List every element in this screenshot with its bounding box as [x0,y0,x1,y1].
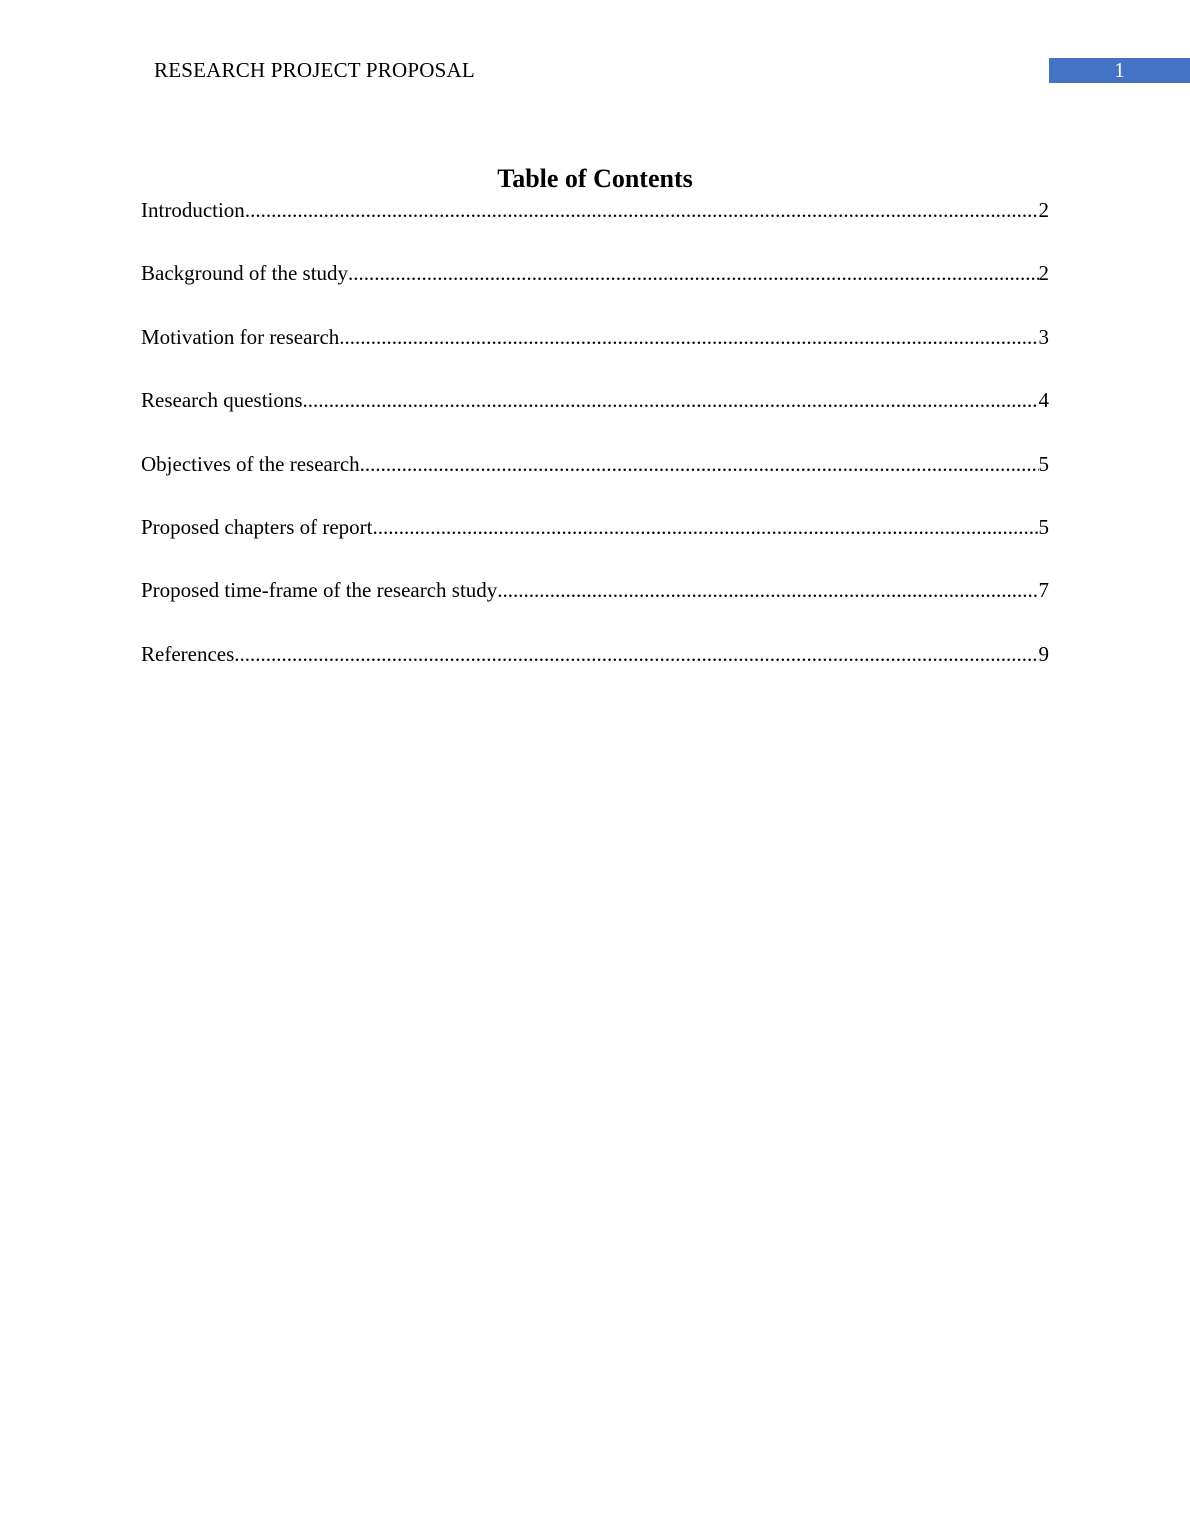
toc-entry-motivation[interactable] [141,322,1049,385]
dot-leader [234,639,1038,669]
dot-leader [339,322,1038,352]
dot-leader [348,258,1038,288]
toc-entry-references[interactable] [141,639,1049,702]
toc-entry-label: Background of the study [141,261,349,286]
toc-entry-research-questions[interactable] [141,385,1049,448]
dot-leader [360,449,1039,479]
toc-entry-label: Motivation for research [141,324,340,349]
toc-entry-label: Research questions [141,388,303,413]
dot-leader [373,512,1039,542]
toc-entry-introduction[interactable] [141,195,1049,258]
toc-entry-page: 4 [1038,388,1049,413]
dot-leader [245,195,1039,225]
toc-entry-page: 2 [1038,261,1049,286]
page-number-badge [1049,58,1190,83]
toc-entry-label: Proposed time-frame of the research study [141,578,498,603]
toc-entry-page: 9 [1038,641,1049,666]
toc-entry-label: Objectives of the research [141,451,360,476]
toc-entry-page: 3 [1038,324,1049,349]
dot-leader [303,385,1039,415]
page-number: 1 [1114,58,1125,82]
toc-entry-label: Proposed chapters of report [141,514,373,539]
toc-entry-page: 5 [1038,514,1049,539]
toc-entry-page: 2 [1038,198,1049,222]
toc-entry-label: Introduction [141,198,245,222]
table-of-contents [141,195,1049,702]
toc-entry-page: 7 [1038,578,1049,603]
toc-entry-page: 5 [1038,451,1049,476]
toc-entry-time-frame[interactable] [141,575,1049,638]
toc-entry-background[interactable] [141,258,1049,321]
running-header-title: RESEARCH PROJECT PROPOSAL [154,58,475,82]
toc-entry-proposed-chapters[interactable] [141,512,1049,575]
dot-leader [497,575,1038,605]
toc-entry-objectives[interactable] [141,449,1049,512]
toc-entry-label: References [141,641,235,666]
toc-heading: Table of Contents [497,164,693,193]
